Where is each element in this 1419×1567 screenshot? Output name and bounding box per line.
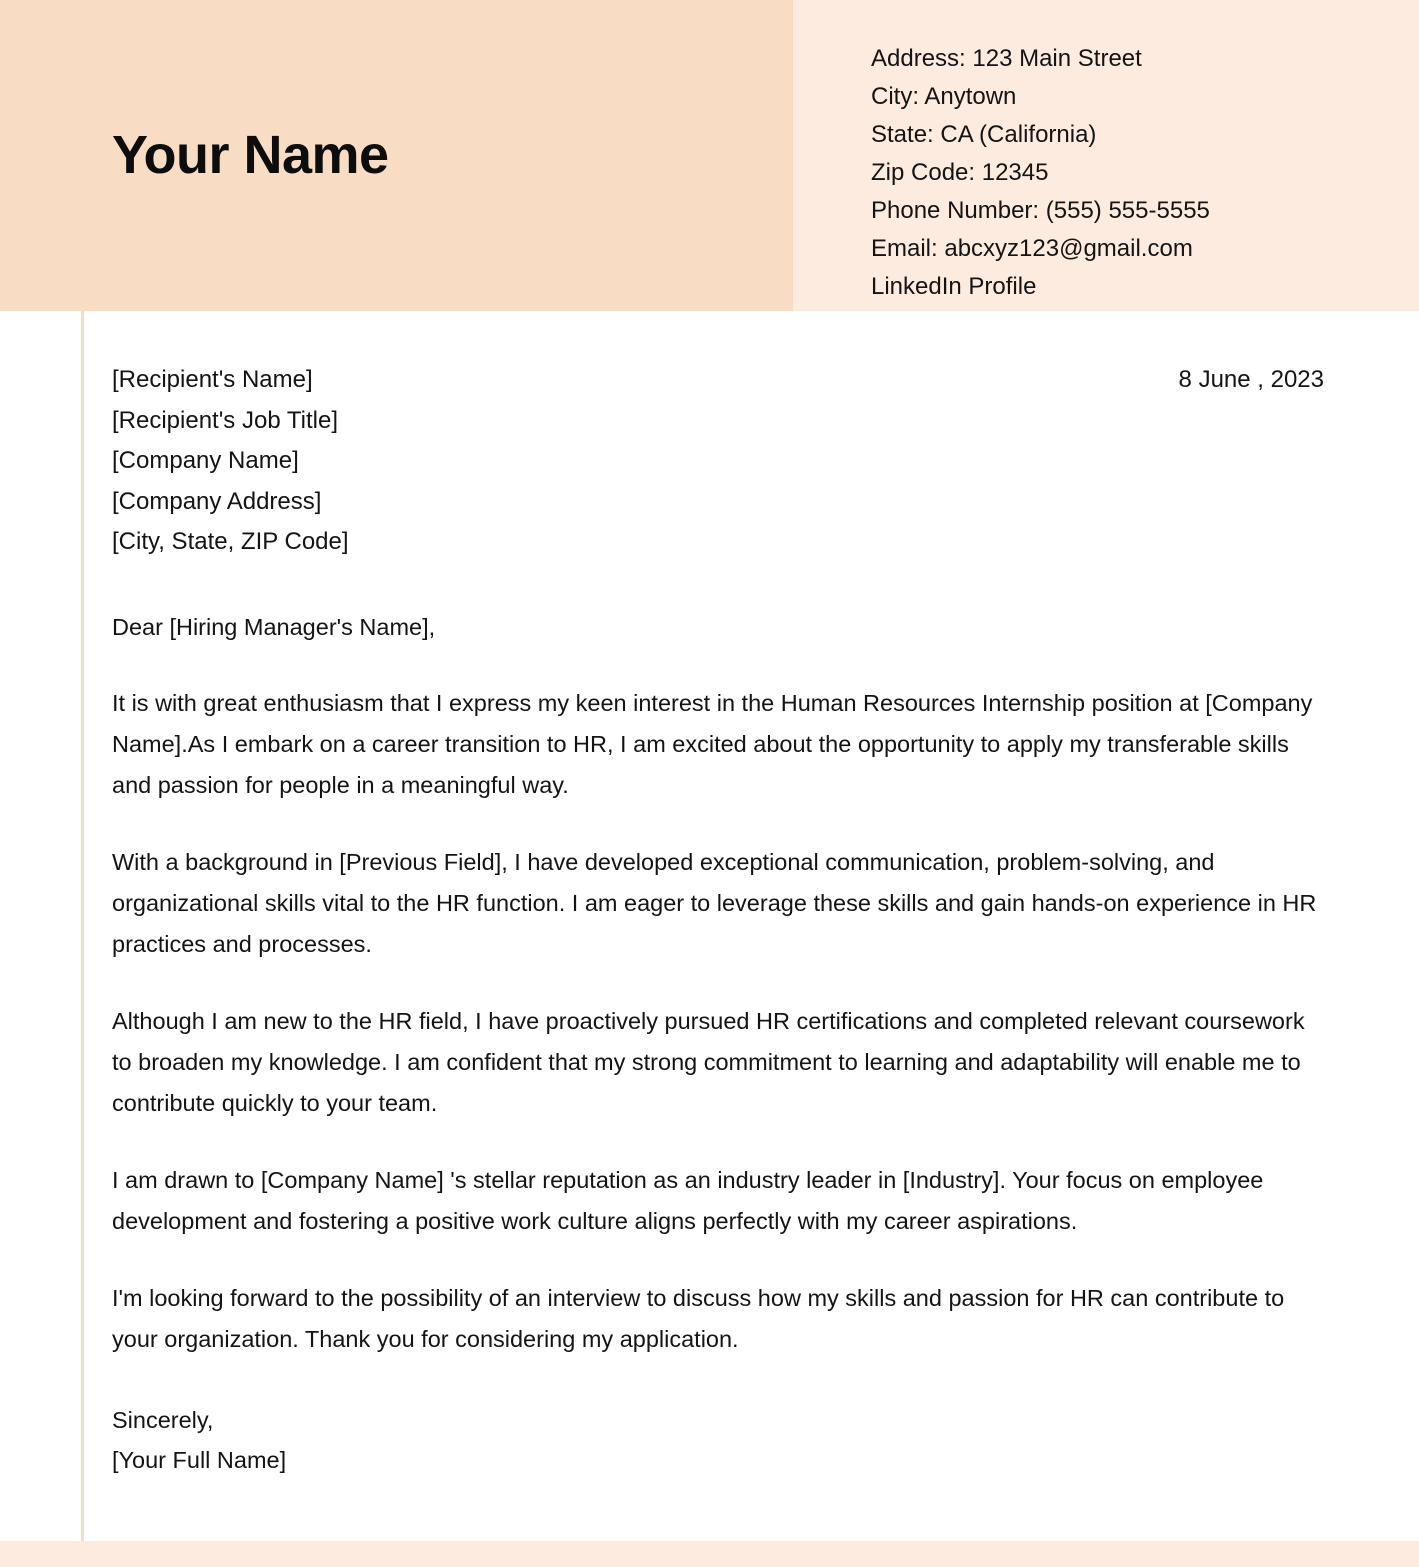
header-contact-panel bbox=[793, 0, 1419, 311]
recipient-city-state-zip: [City, State, ZIP Code] bbox=[112, 528, 349, 555]
contact-line-zip: Zip Code: 12345 bbox=[871, 159, 1049, 186]
page-title: Your Name bbox=[112, 125, 389, 186]
footer-band bbox=[0, 1541, 1419, 1567]
contact-line-phone: Phone Number: (555) 555-5555 bbox=[871, 197, 1210, 224]
closing-block bbox=[112, 1400, 1324, 1481]
recipient-name: [Recipient's Name] bbox=[112, 366, 313, 393]
letter-header bbox=[0, 0, 1419, 311]
body-paragraph-3: Although I am new to the HR field, I have proactively pursued HR certifications and completed relevant coursework to broaden my knowledge. I am confident that my strong commitment to learning and adaptability will enable me to contribute quickly to your team. bbox=[112, 1007, 1305, 1116]
contact-line-state: State: CA (California) bbox=[871, 121, 1097, 148]
vertical-accent-rule bbox=[81, 311, 84, 1541]
recipient-company-name: [Company Name] bbox=[112, 447, 299, 474]
closing-salutation: Sincerely, bbox=[112, 1406, 214, 1433]
body-paragraph-5: I'm looking forward to the possibility of an interview to discuss how my skills and passion for HR can contribute to your organization. Thank you for considering my application. bbox=[112, 1284, 1285, 1352]
contact-line-email: Email: abcxyz123@gmail.com bbox=[871, 235, 1193, 262]
recipient-block bbox=[112, 360, 872, 563]
recipient-job-title: [Recipient's Job Title] bbox=[112, 406, 339, 434]
signature-name: [Your Full Name] bbox=[112, 1447, 287, 1473]
contact-line-address: Address: 123 Main Street bbox=[871, 45, 1142, 72]
header-name-panel bbox=[0, 0, 793, 311]
body-paragraph-2: With a background in [Previous Field], I have developed exceptional communication, problem-solving, and organizational skills vital to the HR function. I am eager to leverage these skills and gain hands-on experience in HR practices and processes. bbox=[112, 848, 1317, 957]
recipient-and-date-row bbox=[112, 311, 1324, 563]
body-paragraph-4: I am drawn to [Company Name] 's stellar reputation as an industry leader in [Industry]. Your focus on employee development and fostering a positive work culture aligns perfectly with my career aspirations. bbox=[112, 1166, 1264, 1234]
contact-line-linkedin[interactable]: LinkedIn Profile bbox=[871, 273, 1037, 300]
salutation: Dear [Hiring Manager's Name], bbox=[112, 613, 436, 640]
letter-date: 8 June , 2023 bbox=[1178, 366, 1324, 393]
letter-body bbox=[112, 311, 1324, 1481]
recipient-company-address: [Company Address] bbox=[112, 487, 322, 515]
body-paragraph-1: It is with great enthusiasm that I express my keen interest in the Human Resources Internship position at [Company Name].As I embark on a career transition to HR, I am excited about the opportunity to apply my transferable skills and passion for people in a meaningful way. bbox=[112, 689, 1313, 798]
contact-line-city: City: Anytown bbox=[871, 83, 1017, 110]
